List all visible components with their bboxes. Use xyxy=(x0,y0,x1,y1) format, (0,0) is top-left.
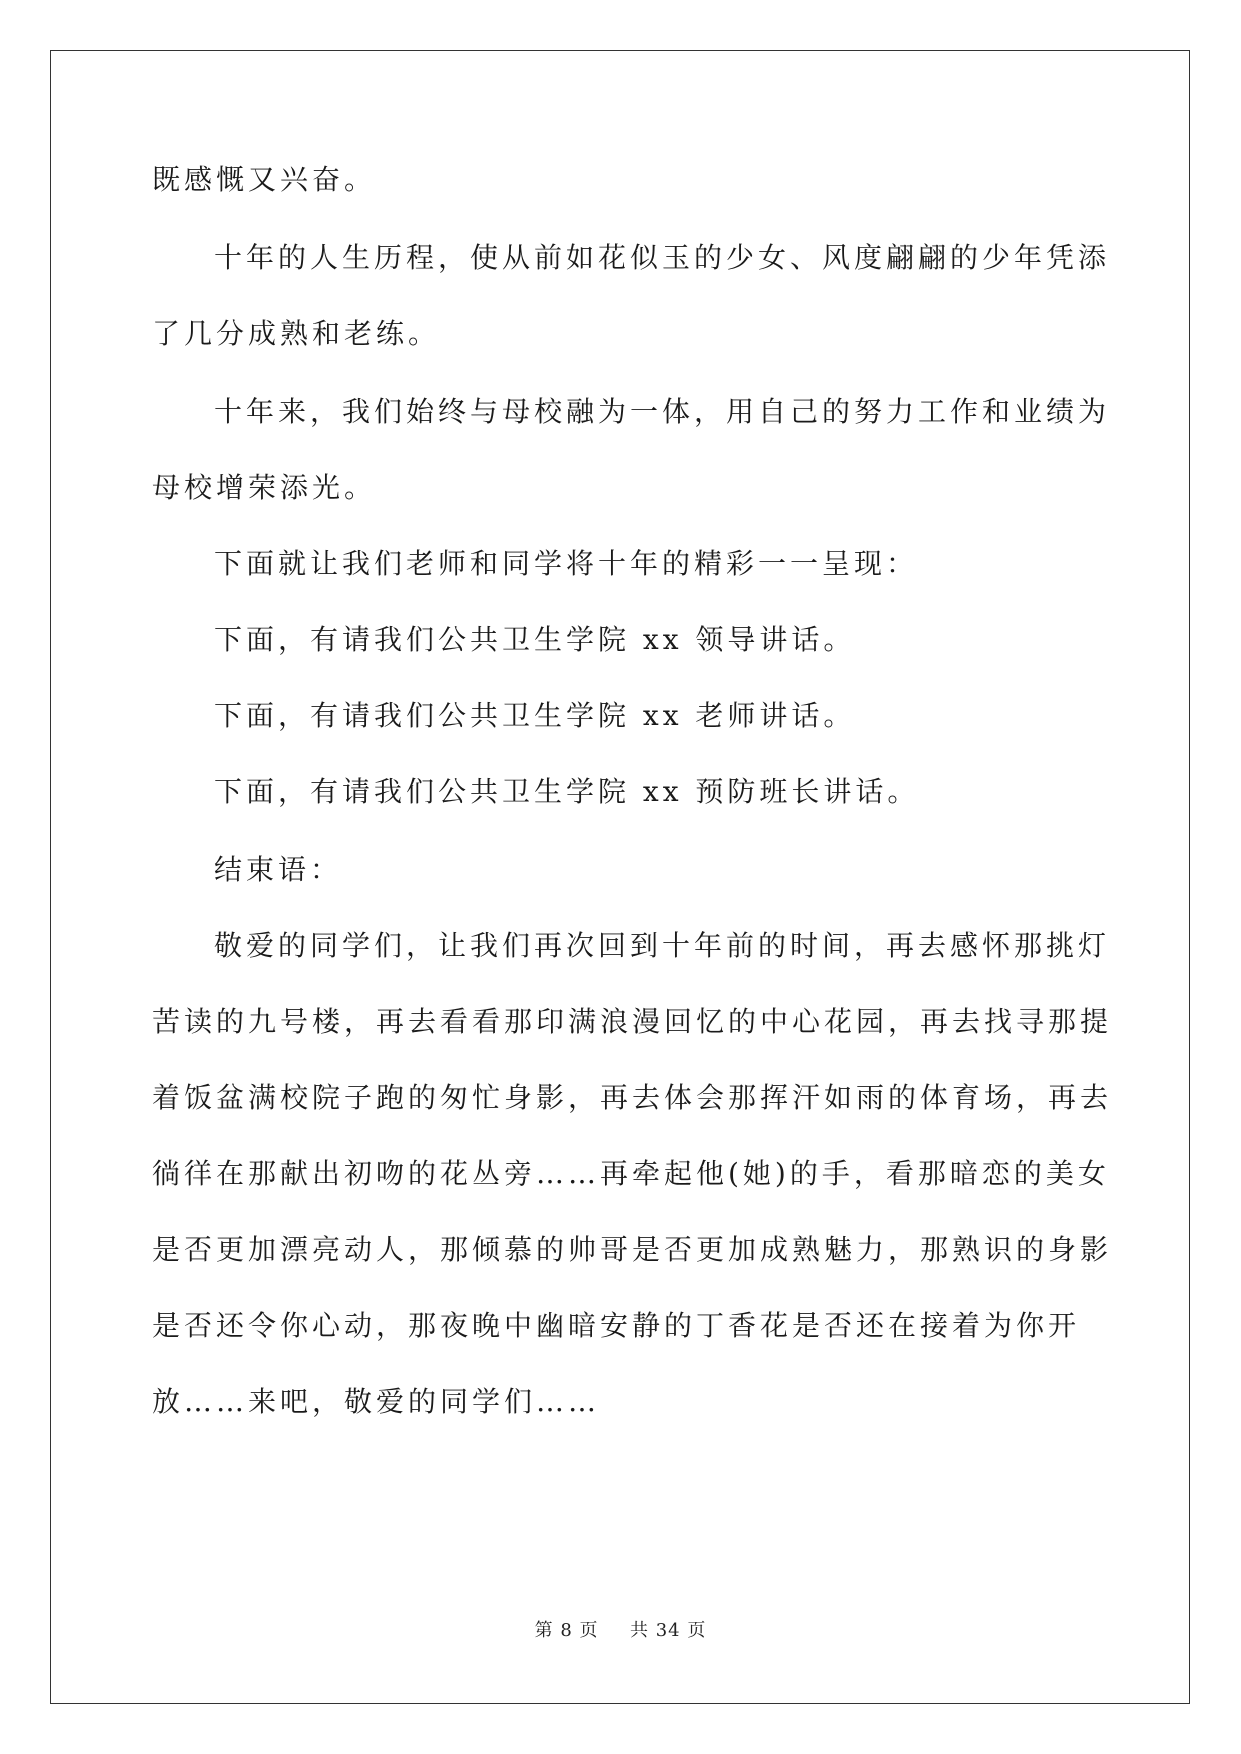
text-line: 下面，有请我们公共卫生学院 xx 领导讲话。 xyxy=(214,623,856,656)
text-line: 是否更加漂亮动人，那倾慕的帅哥是否更加成熟魅力，那熟识的身影 xyxy=(152,1233,1113,1266)
text-line: 下面，有请我们公共卫生学院 xx 预防班长讲话。 xyxy=(214,775,920,808)
text-line: 了几分成熟和老练。 xyxy=(152,317,441,350)
page-number: 第 8 页 xyxy=(534,1620,599,1641)
text-line: 敬爱的同学们，让我们再次回到十年前的时间，再去感怀那挑灯 xyxy=(214,929,1111,962)
page-total: 共 34 页 xyxy=(630,1620,707,1641)
text-line: 苦读的九号楼，再去看看那印满浪漫回忆的中心花园，再去找寻那提 xyxy=(152,1005,1113,1038)
text-line: 下面，有请我们公共卫生学院 xx 老师讲话。 xyxy=(214,699,856,732)
text-line: 结束语： xyxy=(214,853,343,886)
text-line: 母校增荣添光。 xyxy=(152,471,377,504)
text-line: 放……来吧，敬爱的同学们…… xyxy=(152,1385,601,1418)
text-line: 着饭盆满校院子跑的匆忙身影，再去体会那挥汗如雨的体育场，再去 xyxy=(152,1081,1113,1114)
page-footer xyxy=(0,1616,1241,1642)
text-line: 十年来，我们始终与母校融为一体，用自己的努力工作和业绩为 xyxy=(214,395,1111,428)
text-line: 下面就让我们老师和同学将十年的精彩一一呈现： xyxy=(214,547,919,580)
text-line: 十年的人生历程，使从前如花似玉的少女、风度翩翩的少年凭添 xyxy=(214,241,1111,274)
text-line: 徜徉在那献出初吻的花丛旁……再牵起他(她)的手，看那暗恋的美女 xyxy=(152,1157,1110,1190)
text-line: 既感慨又兴奋。 xyxy=(152,163,377,196)
text-line: 是否还令你心动，那夜晚中幽暗安静的丁香花是否还在接着为你开 xyxy=(152,1309,1081,1342)
